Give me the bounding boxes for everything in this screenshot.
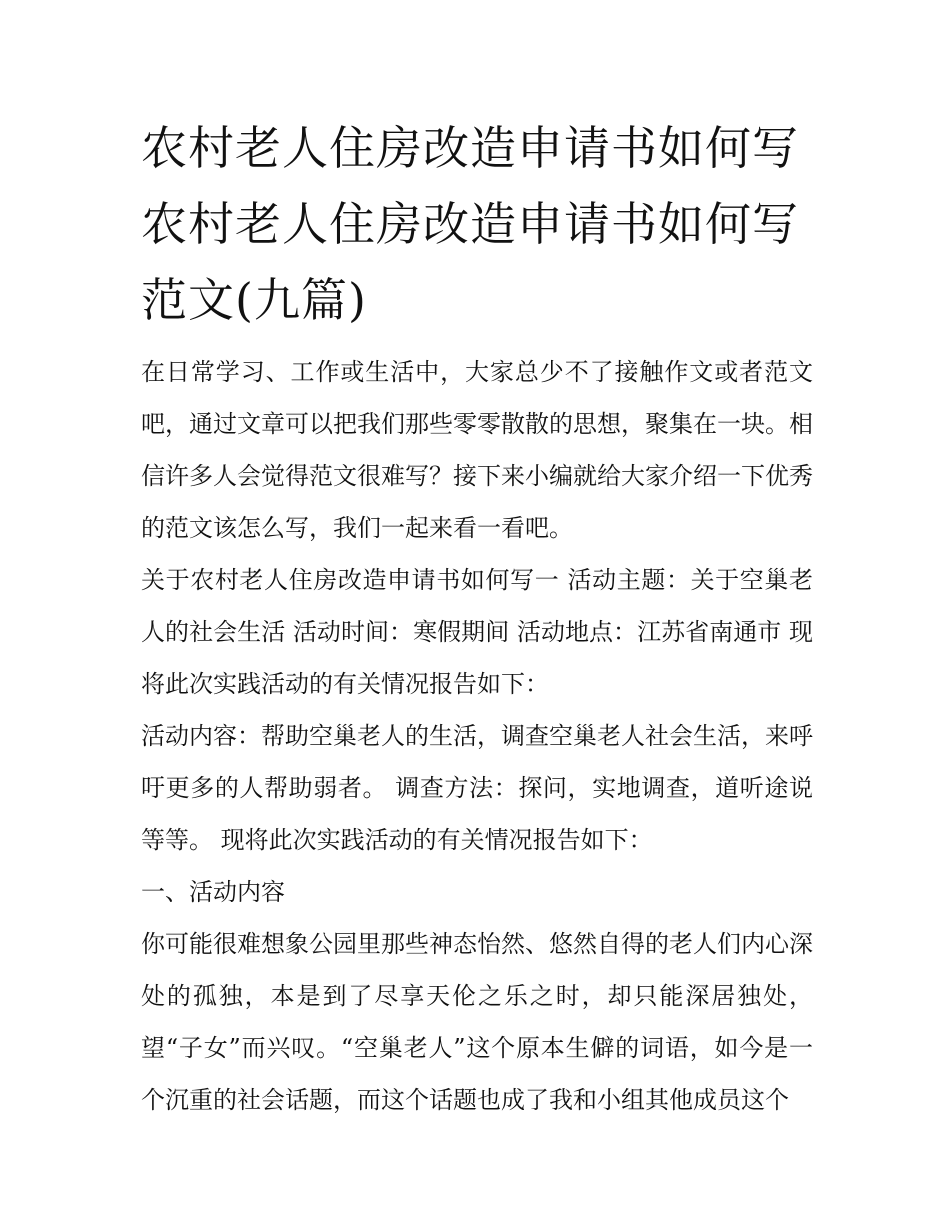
document-page — [141, 110, 813, 1126]
section-heading: 一、活动内容 — [141, 878, 285, 906]
document-title: 农村老人住房改造申请书如何写 农村老人住房改造申请书如何写范文(九篇) — [141, 121, 799, 327]
activity-info-paragraph: 关于农村老人住房改造申请书如何写一 活动主题：关于空巢老人的社会生活 活动时间：寒假期间 活动地点：江苏省南通市 现将此次实践活动的有关情况报告如下： — [141, 566, 813, 698]
body-paragraph: 你可能很难想象公园里那些神态怡然、悠然自得的老人们内心深处的孤独，本是到了尽享天伦之乐之时，却只能深居独处，望“子女”而兴叹。“空巢老人”这个原本生僻的词语，如今是一个沉重的社会话题，而这个话题也成了我和小组其他成员这个 — [141, 930, 813, 1114]
activity-content-paragraph: 活动内容：帮助空巢老人的生活，调查空巢老人社会生活，来呼吁更多的人帮助弱者。 调查方法：探问，实地调查，道听途说等等。 现将此次实践活动的有关情况报告如下： — [141, 722, 813, 854]
intro-paragraph: 在日常学习、工作或生活中，大家总少不了接触作文或者范文吧，通过文章可以把我们那些零零散散的思想，聚集在一块。相信许多人会觉得范文很难写？接下来小编就给大家介绍一下优秀的范文该怎么写，我们一起来看一看吧。 — [141, 358, 813, 542]
